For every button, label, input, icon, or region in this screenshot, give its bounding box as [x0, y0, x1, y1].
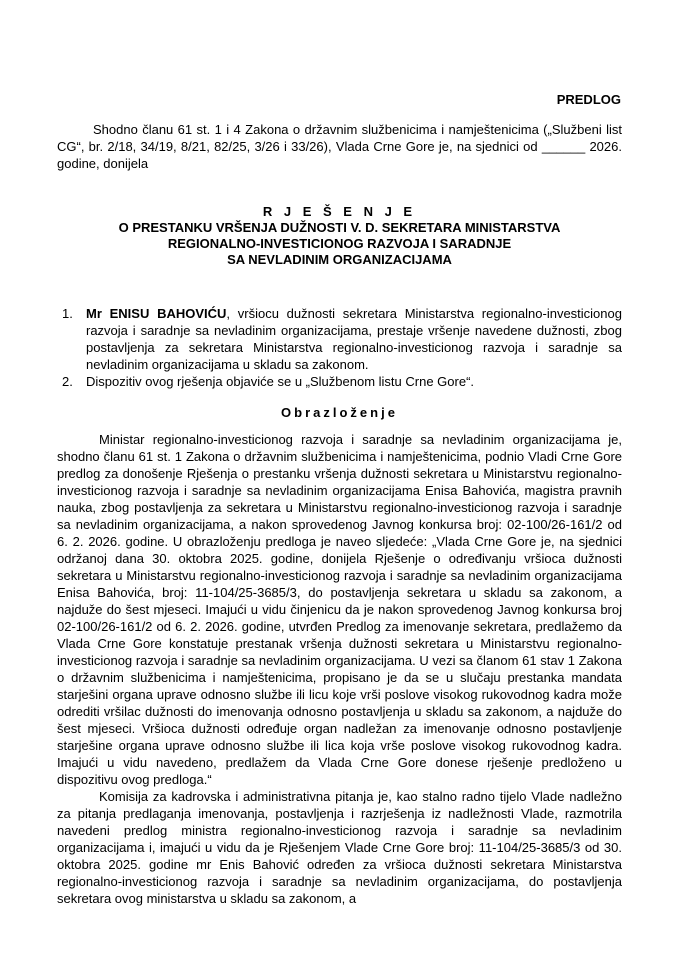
person-name: Mr ENISU BAHOVIĆU — [86, 306, 227, 321]
decision-subject-line-3: SA NEVLADINIM ORGANIZACIJAMA — [227, 252, 452, 267]
proposal-stamp: PREDLOG — [556, 92, 621, 107]
disposition-item — [57, 373, 622, 390]
item-number: 2. — [62, 374, 73, 389]
intro-paragraph: Shodno članu 61 st. 1 i 4 Zakona o državnim službenicima i namještenicima („Službeni list CG“, br. 2/18, 34/19, 8/21, 82/25, 3/26 i 33/26), Vlada Crne Gore je, na sjednici od ______ 2026. godine, donijela — [57, 122, 622, 171]
decision-heading: R J E Š E N J E — [262, 204, 417, 219]
item-number: 1. — [62, 306, 73, 321]
item-text: Dispozitiv ovog rješenja objaviće se u „Službenom listu Crne Gore“. — [86, 374, 475, 389]
decision-title — [57, 204, 622, 268]
explanation-paragraph: Ministar regionalno-investicionog razvoja i saradnje sa nevladinim organizacijama je, shodno članu 61 st. 1 Zakona o državnim službenicima i namještenicima, podnio Vladi Crne Gore predlog za donošenje Rješenja o prestanku vršenja dužnosti sekretara u Ministarstvu regionalno-investicionog razvoja i saradnje sa nevladinim organizacijama Enisa Bahovića, magistra pravnih nauka, zbog postavljenja za sekretara u Ministarstvu regionalno-investicionog razvoja i saradnje sa nevladinim organizacijama, a nakon sprovedenog Javnog konkursa broj: 02-100/26-161/2 od 6. 2. 2026. godine. U obrazloženju predloga je naveo sljedeće: „Vlada Crne Gore je, na sjednici održanoj dana 30. oktobra 2025. godine, donijela Rješenje o određivanju vršioca dužnosti sekretara u Ministarstvu regionalno-investicionog razvoja i saradnje sa nevladinim organizacijama Enisa Bahovića, broj: 11-104/25-3685/3, do postavljenja sekretara u skladu sa zakonom, a najduže do šest mjeseci. Imajući u vidu činjenicu da je nakon sprovedenog Javnog konkursa broj 02-100/26-161/2 od 6. 2. 2026. godine, utvrđen Predlog za imenovanje sekretara, predlažemo da Vlada Crne Gore konstatuje prestanak vršenja dužnosti sekretara u Ministarstvu regionalno-investicionog razvoja i saradnje sa nevladinim organizacijama. U vezi sa članom 61 stav 1 Zakona o državnim službenicima i namještenicima, propisano je da se u slučaju prestanka mandata starješini organa uprave odnosno službe ili licu koje vrši poslove visokog rukovodnog kadra može odrediti vršilac dužnosti do imenovanja odnosno postavljenja u skladu sa zakonom, a najduže do šest mjeseci. Vršioca dužnosti određuje organ nadležan za imenovanje odnosno postavljenje starješine organa uprave odnosno službe ili lica koja vrše poslove visokog rukovodnog kadra. Imajući u vidu navedeno, predlažem da Vlada Crne Gore donese rješenje predloženo u dispozitivu ovog predloga.“ — [57, 432, 622, 787]
explanation-heading: Obrazloženje — [281, 405, 398, 420]
decision-subject-line-1: O PRESTANKU VRŠENJA DUŽNOSTI V. D. SEKRETARA MINISTARSTVA — [118, 220, 561, 235]
disposition-item — [57, 305, 622, 373]
explanation-body — [57, 431, 622, 907]
decision-subject-line-2: REGIONALNO-INVESTICIONOG RAZVOJA I SARADNJE — [167, 236, 512, 251]
item-text: , vršiocu dužnosti sekretara Ministarstva regionalno-investicionog razvoja i saradnje sa nevladinim organizacijama, prestaje vršenje navedene dužnosti, zbog postavljenja za sekretara Ministarstva regionalno-investicionog razvoja i saradnje sa nevladinim organizacijama u skladu sa zakonom. — [86, 306, 622, 372]
explanation-paragraph: Komisija za kadrovska i administrativna pitanja je, kao stalno radno tijelo Vlade nadležno za pitanja predlaganja imenovanja, postavljenja i razrješenja iz nadležnosti Vlade, razmotrila navedeni predlog ministra regionalno-investicionog razvoja i saradnje sa nevladinim organizacijama i, imajući u vidu da je Rješenjem Vlade Crne Gore broj: 11-104/25-3685/3 od 30. oktobra 2025. godine mr Enis Bahović određen za vršioca dužnosti sekretara Ministarstva regionalno-investicionog razvoja i saradnje sa nevladinim organizacijama, do postavljenja sekretara ovog ministarstva u skladu sa zakonom, a — [57, 789, 622, 906]
disposition-list — [57, 305, 622, 390]
